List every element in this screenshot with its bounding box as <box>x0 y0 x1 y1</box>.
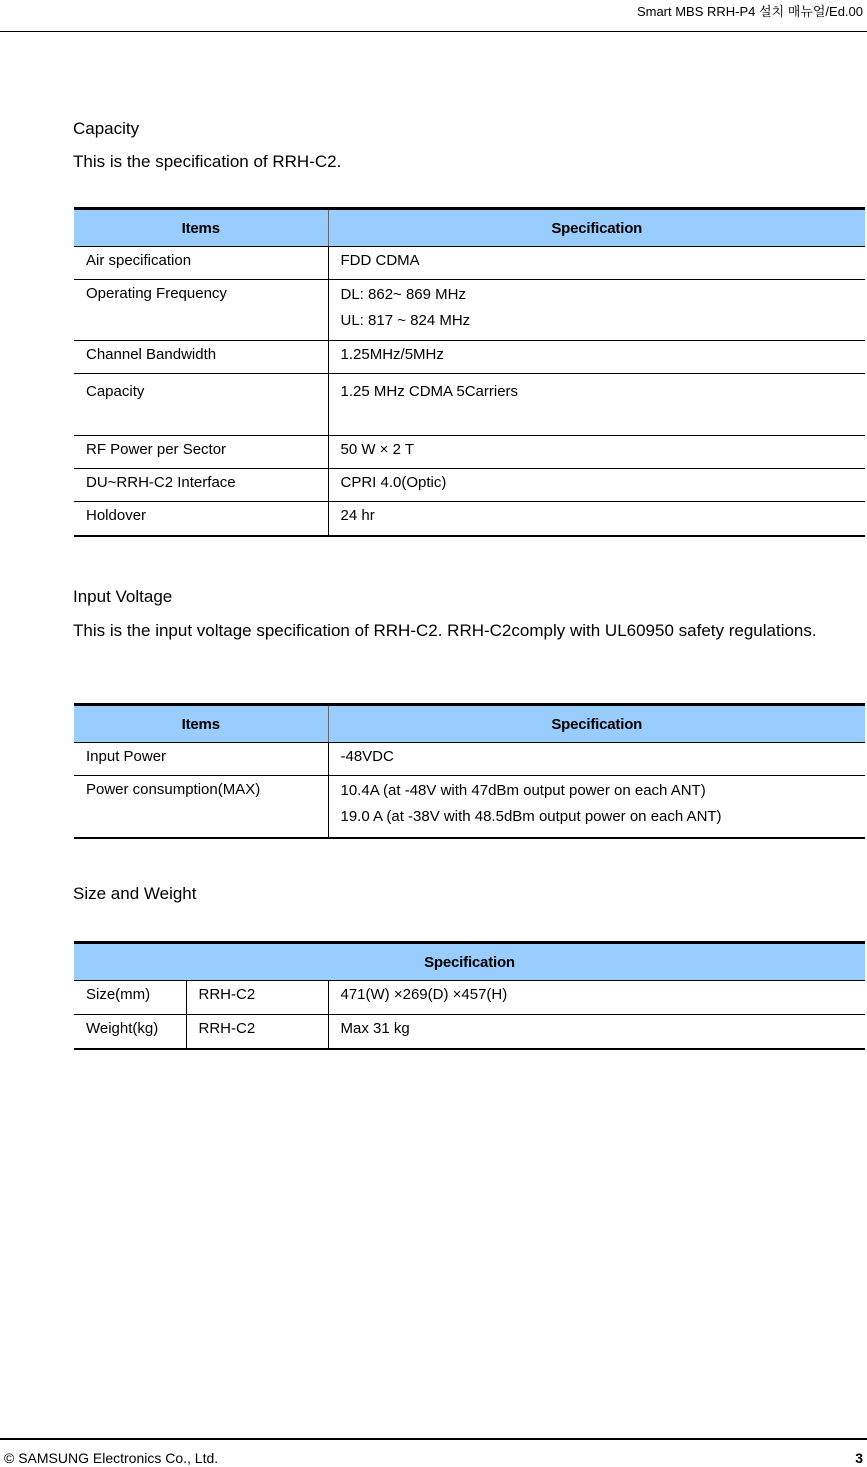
column-header-items: Items <box>74 209 328 247</box>
column-header-specification: Specification <box>74 943 865 981</box>
item-cell: Input Power <box>74 743 328 776</box>
item-cell: Size(mm) <box>74 981 186 1015</box>
input-voltage-table <box>74 703 865 839</box>
table-row <box>74 981 865 1015</box>
table-header-row <box>74 209 865 247</box>
spec-line: DL: 862~ 869 MHz <box>340 286 466 303</box>
item-cell: Capacity <box>74 374 328 436</box>
spec-cell: -48VDC <box>328 743 865 776</box>
item-cell: Operating Frequency <box>74 280 328 341</box>
input-voltage-title: Input Voltage <box>73 587 173 606</box>
table-row <box>74 247 865 280</box>
spec-cell: 24 hr <box>328 502 865 536</box>
item-cell: Channel Bandwidth <box>74 341 328 374</box>
item-cell: Holdover <box>74 502 328 536</box>
column-header-items: Items <box>74 705 328 743</box>
page-footer <box>0 1438 867 1467</box>
item-cell: Weight(kg) <box>74 1015 186 1049</box>
spec-cell <box>328 776 865 838</box>
spec-cell <box>328 280 865 341</box>
table-row <box>74 280 865 341</box>
table-row <box>74 502 865 536</box>
column-header-specification: Specification <box>328 209 865 247</box>
model-cell: RRH-C2 <box>186 1015 328 1049</box>
capacity-title: Capacity <box>73 119 140 138</box>
document-title: Smart MBS RRH-P4 설치 매뉴얼/Ed.00 <box>636 4 863 19</box>
capacity-table <box>74 207 865 537</box>
spec-cell: FDD CDMA <box>328 247 865 280</box>
page-header <box>0 0 867 32</box>
table-header-row <box>74 943 865 981</box>
item-cell: DU~RRH-C2 Interface <box>74 469 328 502</box>
table-row <box>74 743 865 776</box>
page-number: 3 <box>855 1450 863 1466</box>
item-cell: Air specification <box>74 247 328 280</box>
copyright: © SAMSUNG Electronics Co., Ltd. <box>4 1450 219 1466</box>
size-weight-title: Size and Weight <box>73 884 197 903</box>
column-header-specification: Specification <box>328 705 865 743</box>
table-row <box>74 776 865 838</box>
item-cell: RF Power per Sector <box>74 436 328 469</box>
table-row <box>74 341 865 374</box>
spec-line: 10.4A (at -48V with 47dBm output power on each ANT) <box>340 782 706 799</box>
size-weight-table <box>74 941 865 1050</box>
spec-cell: 50 W × 2 T <box>328 436 865 469</box>
spec-cell: 1.25MHz/5MHz <box>328 341 865 374</box>
model-cell: RRH-C2 <box>186 981 328 1015</box>
spec-line: UL: 817 ~ 824 MHz <box>340 312 471 329</box>
spec-cell: 1.25 MHz CDMA 5Carriers <box>328 374 865 436</box>
spec-cell: Max 31 kg <box>328 1015 865 1049</box>
spec-cell: CPRI 4.0(Optic) <box>328 469 865 502</box>
spec-line: 19.0 A (at -38V with 48.5dBm output power on each ANT) <box>340 808 722 825</box>
table-row <box>74 1015 865 1049</box>
input-voltage-description: This is the input voltage specification of RRH-C2. RRH-C2comply with UL60950 safety regulations. <box>73 621 817 640</box>
spec-cell: 471(W) ×269(D) ×457(H) <box>328 981 865 1015</box>
item-cell: Power consumption(MAX) <box>74 776 328 838</box>
table-row <box>74 469 865 502</box>
table-row <box>74 374 865 436</box>
table-header-row <box>74 705 865 743</box>
capacity-description: This is the specification of RRH-C2. <box>73 152 342 171</box>
table-row <box>74 436 865 469</box>
